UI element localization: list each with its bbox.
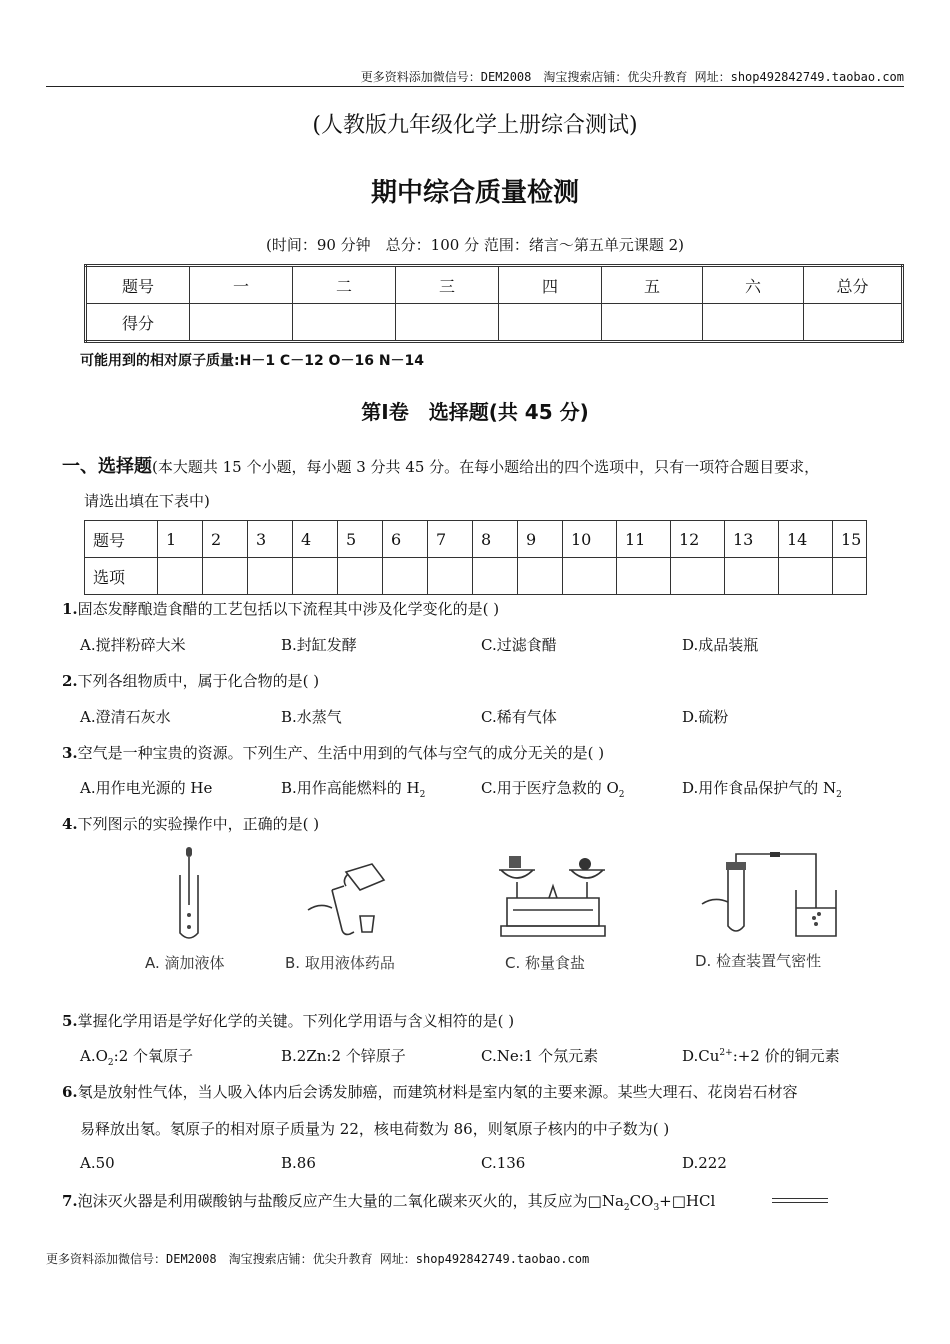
score-input-cell[interactable] xyxy=(499,304,602,342)
question-number: 5. xyxy=(62,1012,78,1030)
score-input-cell[interactable] xyxy=(396,304,499,342)
question-3 xyxy=(62,742,604,763)
option-b[interactable] xyxy=(281,777,425,800)
table-cell: 8 xyxy=(473,521,518,558)
option-b[interactable]: B.2Zn:2 个锌原子 xyxy=(281,1047,406,1065)
table-cell: 一 xyxy=(190,266,293,304)
option-d[interactable] xyxy=(682,1045,840,1066)
option-d[interactable] xyxy=(682,777,842,800)
subscript: 2 xyxy=(623,1203,630,1213)
question-1 xyxy=(62,598,499,619)
table-cell: 总分 xyxy=(804,266,903,304)
answer-input-cell[interactable] xyxy=(383,558,428,595)
part-title: 第Ⅰ卷 选择题(共 45 分) xyxy=(361,400,589,424)
subscript: 2 xyxy=(618,790,625,800)
answer-input-cell[interactable] xyxy=(338,558,383,595)
question-text: 固态发酵酿造食醋的工艺包括以下流程其中涉及化学变化的是( ) xyxy=(77,600,500,618)
answer-input-cell[interactable] xyxy=(473,558,518,595)
answer-input-cell[interactable] xyxy=(293,558,338,595)
table-row xyxy=(85,521,867,558)
option-text: B.用作高能燃料的 H xyxy=(281,779,420,797)
section-title: 一、选择题 xyxy=(62,456,152,477)
answer-table xyxy=(84,520,867,595)
page-title: 期中综合质量检测 xyxy=(370,178,579,208)
table-cell: 11 xyxy=(617,521,671,558)
table-cell: 六 xyxy=(703,266,804,304)
question-number: 1. xyxy=(62,600,78,618)
table-cell: 15 xyxy=(833,521,867,558)
question-number: 3. xyxy=(62,744,78,762)
section-heading xyxy=(62,450,902,518)
option-b[interactable]: B.86 xyxy=(281,1154,316,1172)
table-cell: 14 xyxy=(779,521,833,558)
answer-input-cell[interactable] xyxy=(203,558,248,595)
superscript: 2+ xyxy=(719,1048,733,1058)
balance-scale-illustration xyxy=(495,852,613,944)
option-text: C.用于医疗急救的 O xyxy=(481,779,619,797)
question-6-cont: 易释放出氡。氡原子的相对原子质量为 22，核电荷数为 86，则氡原子核内的中子数为( ) xyxy=(80,1120,670,1138)
option-c[interactable] xyxy=(481,777,625,800)
question-text: 空气是一种宝贵的资源。下列生产、生活中用到的气体与空气的成分无关的是( ) xyxy=(77,744,605,762)
table-cell: 2 xyxy=(203,521,248,558)
table-row xyxy=(86,266,903,304)
option-b[interactable]: B.封缸发酵 xyxy=(281,636,357,654)
score-input-cell[interactable] xyxy=(703,304,804,342)
option-text: D.Cu xyxy=(682,1047,720,1065)
answer-input-cell[interactable] xyxy=(158,558,203,595)
subscript: 2 xyxy=(836,790,842,800)
question-2 xyxy=(62,670,319,691)
option-c[interactable]: C.过滤食醋 xyxy=(481,636,557,654)
header-divider xyxy=(46,86,904,87)
document-subtitle: (人教版九年级化学上册综合测试) xyxy=(312,113,638,138)
answer-input-cell[interactable] xyxy=(563,558,617,595)
page-footer: 更多资料添加微信号：DEM2008 淘宝搜索店铺：优尖升教育 网址：shop492842749.taobao.com xyxy=(46,1252,590,1266)
option-d[interactable]: D.成品装瓶 xyxy=(682,636,759,654)
option-text: D.用作食品保护气的 N xyxy=(682,779,837,797)
question-text: +□HCl xyxy=(659,1192,716,1210)
table-cell: 7 xyxy=(428,521,473,558)
table-cell: 13 xyxy=(725,521,779,558)
question-text: 泡沫灭火器是利用碳酸钠与盐酸反应产生大量的二氧化碳来灭火的，其反应为□Na xyxy=(77,1192,624,1210)
option-a[interactable]: A.搅拌粉碎大米 xyxy=(80,636,186,654)
atomic-masses: 可能用到的相对原子质量:H－1 C－12 O－16 N－14 xyxy=(80,353,425,369)
figure-caption-c: C. 称量食盐 xyxy=(505,954,586,972)
question-text: 下列图示的实验操作中，正确的是( ) xyxy=(77,815,320,833)
option-b[interactable]: B.水蒸气 xyxy=(281,708,342,726)
option-c[interactable]: C.Ne:1 个氖元素 xyxy=(481,1047,599,1065)
subscript: 2 xyxy=(419,790,426,800)
exam-meta: (时间：90 分钟 总分：100 分 范围：绪言～第五单元课题 2) xyxy=(265,236,685,254)
answer-input-cell[interactable] xyxy=(779,558,833,595)
answer-input-cell[interactable] xyxy=(725,558,779,595)
answer-input-cell[interactable] xyxy=(671,558,725,595)
table-cell: 选项 xyxy=(85,558,158,595)
question-number: 7. xyxy=(62,1192,78,1210)
question-text: 氡是放射性气体，当人吸入体内后会诱发肺癌，而建筑材料是室内氡的主要来源。某些大理石、花岗岩石材容 xyxy=(77,1083,798,1101)
score-input-cell[interactable] xyxy=(293,304,396,342)
table-cell: 得分 xyxy=(86,304,190,342)
table-cell: 6 xyxy=(383,521,428,558)
equals-sign xyxy=(772,1198,828,1206)
table-cell: 12 xyxy=(671,521,725,558)
question-number: 4. xyxy=(62,815,78,833)
question-number: 6. xyxy=(62,1083,78,1101)
answer-input-cell[interactable] xyxy=(617,558,671,595)
subscript: 3 xyxy=(653,1203,660,1213)
figure-caption-d: D. 检查装置气密性 xyxy=(695,952,822,970)
option-d[interactable]: D.222 xyxy=(682,1154,727,1172)
subscript: 2 xyxy=(107,1058,114,1068)
score-input-cell[interactable] xyxy=(190,304,293,342)
table-cell: 10 xyxy=(563,521,617,558)
figure-caption-b: B. 取用液体药品 xyxy=(285,954,395,972)
answer-input-cell[interactable] xyxy=(428,558,473,595)
option-c[interactable]: C.136 xyxy=(481,1154,526,1172)
option-text: A.O xyxy=(80,1047,108,1065)
score-input-cell[interactable] xyxy=(602,304,703,342)
option-a[interactable] xyxy=(80,1045,193,1068)
question-5 xyxy=(62,1010,514,1031)
table-cell: 1 xyxy=(158,521,203,558)
question-text: 下列各组物质中，属于化合物的是( ) xyxy=(77,672,320,690)
question-7 xyxy=(62,1190,715,1213)
section-desc-cont: 请选出填在下表中) xyxy=(84,492,210,510)
table-cell: 题号 xyxy=(85,521,158,558)
dropper-test-tube-illustration xyxy=(168,845,218,945)
table-cell: 题号 xyxy=(86,266,190,304)
table-cell: 五 xyxy=(602,266,703,304)
option-a[interactable]: A.50 xyxy=(80,1154,115,1172)
option-c[interactable]: C.稀有气体 xyxy=(481,708,557,726)
table-cell: 二 xyxy=(293,266,396,304)
airtightness-check-illustration xyxy=(700,852,840,944)
table-cell: 3 xyxy=(248,521,293,558)
question-text: CO xyxy=(629,1192,654,1210)
option-text: :2 个氧原子 xyxy=(113,1047,194,1065)
score-table xyxy=(84,264,904,343)
table-row xyxy=(86,304,903,342)
option-a[interactable]: A.用作电光源的 He xyxy=(80,779,213,797)
question-6 xyxy=(62,1081,798,1102)
score-input-cell[interactable] xyxy=(804,304,903,342)
table-cell: 四 xyxy=(499,266,602,304)
option-d[interactable]: D.硫粉 xyxy=(682,708,729,726)
table-cell: 三 xyxy=(396,266,499,304)
page-header: 更多资料添加微信号：DEM2008 淘宝搜索店铺：优尖升教育 网址：shop492842749.taobao.com xyxy=(360,70,904,84)
question-4 xyxy=(62,813,319,834)
table-cell: 9 xyxy=(518,521,563,558)
question-text: 掌握化学用语是学好化学的关键。下列化学用语与含义相符的是( ) xyxy=(77,1012,515,1030)
answer-input-cell[interactable] xyxy=(833,558,867,595)
table-row xyxy=(85,558,867,595)
table-cell: 5 xyxy=(338,521,383,558)
answer-input-cell[interactable] xyxy=(518,558,563,595)
answer-input-cell[interactable] xyxy=(248,558,293,595)
figure-caption-a: A. 滴加液体 xyxy=(145,954,225,972)
question-number: 2. xyxy=(62,672,78,690)
table-cell: 4 xyxy=(293,521,338,558)
pouring-liquid-illustration xyxy=(302,850,394,940)
option-text: :+2 价的铜元素 xyxy=(732,1047,840,1065)
section-desc: (本大题共 15 个小题，每小题 3 分共 45 分。在每小题给出的四个选项中，只有一项符合题目要求， xyxy=(152,458,820,476)
option-a[interactable]: A.澄清石灰水 xyxy=(80,708,171,726)
